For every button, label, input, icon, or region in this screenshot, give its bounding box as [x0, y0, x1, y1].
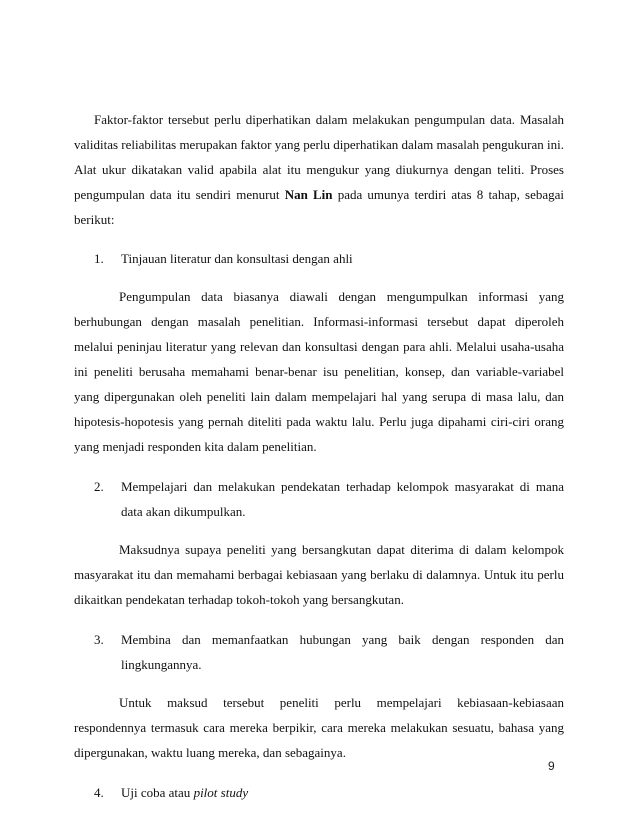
item-1-paragraph: Pengumpulan data biasanya diawali dengan mengumpulkan informasi yang berhubungan dengan masalah penelitian. Informasi-informasi tersebut dapat diperoleh melalui peninjau literatur yang relevan dan konsultasi dengan para ahli. Melalui usaha-usaha ini peneliti berusaha memahami benar-benar isu penelitian, konsep, dan variable-variabel yang dipergunakan oleh peneliti lain dalam mempelajari hal yang serupa di masa lalu, dan hipotesis-hopotesis yang pernah diteliti pada waktu lalu. Perlu juga dipahami ciri-ciri orang yang menjadi responden kita dalam penelitian.: [74, 289, 564, 454]
list-item-3: [74, 627, 564, 677]
list-item-title: Membina dan memanfaatkan hubungan yang baik dengan responden dan lingkungannya.: [121, 632, 564, 672]
list-number: 3.: [94, 632, 104, 647]
author-name: Nan Lin: [284, 187, 333, 202]
list-item-4: [74, 780, 564, 805]
page-number: 9: [548, 759, 555, 773]
page-content: [74, 107, 564, 818]
item-2-paragraph: Maksudnya supaya peneliti yang bersangkutan dapat diterima di dalam kelompok masyarakat itu dan memahami berbagai kebiasaan yang berlaku di dalamnya. Untuk itu perlu dikaitkan pendekatan terhadap tokoh-tokoh yang bersangkutan.: [74, 542, 564, 607]
item-3-paragraph: Untuk maksud tersebut peneliti perlu mempelajari kebiasaan-kebiasaan respondennya termasuk cara mereka berpikir, cara mereka melakukan sesuatu, bahasa yang dipergunakan, waktu luang mereka, dan sebagainya.: [74, 695, 564, 760]
intro-paragraph: [74, 107, 564, 232]
intro-text: Faktor-faktor tersebut perlu diperhatikan dalam melakukan pengumpulan data. Masalah validitas reliabilitas merupakan faktor yang perlu diperhatikan dalam masalah pengukuran ini. Alat ukur dikatakan valid apabila alat itu mengukur yang diukurnya dengan teliti. Proses pengumpulan data itu sendiri menurut: [74, 112, 564, 202]
list-item-1: [74, 246, 564, 271]
list-item-2: [74, 474, 564, 524]
list-item-title-italic: pilot study: [193, 785, 249, 800]
list-item-title: Tinjauan literatur dan konsultasi dengan ahli: [121, 251, 353, 266]
list-number: 2.: [94, 479, 104, 494]
list-item-title-text: Uji coba atau: [121, 785, 194, 800]
list-number: 1.: [94, 251, 104, 266]
intro-text-end: pada umunya terdiri atas 8 tahap, sebagai berikut:: [74, 187, 564, 227]
list-number: 4.: [94, 785, 104, 800]
list-item-title: [121, 780, 564, 805]
list-item-title: Mempelajari dan melakukan pendekatan terhadap kelompok masyarakat di mana data akan dikumpulkan.: [121, 479, 564, 519]
